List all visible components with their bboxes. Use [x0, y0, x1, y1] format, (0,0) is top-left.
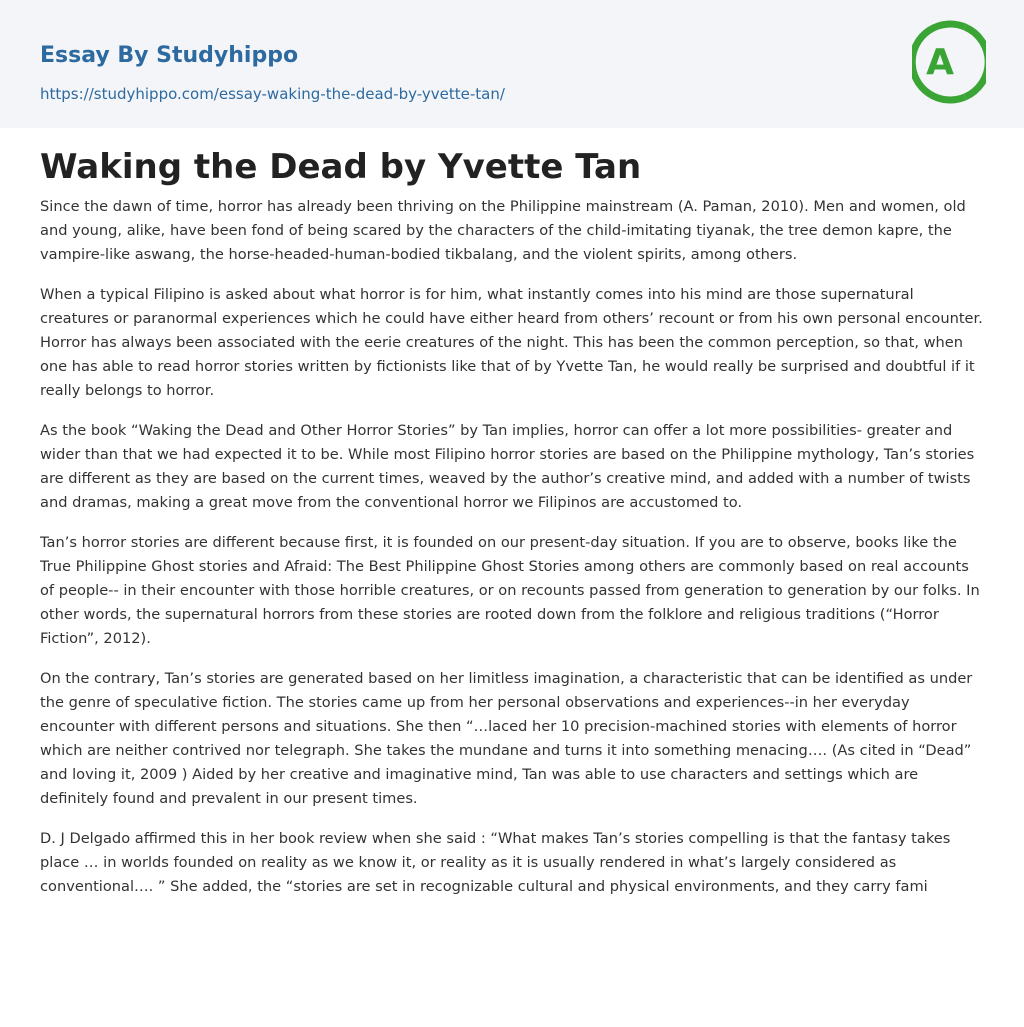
logo-letter: A — [926, 42, 954, 83]
site-header — [0, 0, 1024, 128]
site-name[interactable]: Essay By Studyhippo — [40, 43, 299, 68]
article — [40, 143, 986, 915]
article-paragraph: Tan’s horror stories are different because first, it is founded on our present-day situation. If you are to observe, books like the True Philippine Ghost stories and Afraid: The Best Philippine Ghost Stories among others are commonly based on real accounts of people-- in their encounter with those horrible creatures, or on recounts passed from generation to generation by our folks. In other words, the supernatural horrors from these stories are rooted down from the folklore and religious traditions (“Horror Fiction”, 2012). — [40, 534, 980, 647]
studyhippo-logo-icon[interactable] — [912, 18, 986, 106]
article-paragraph: On the contrary, Tan’s stories are generated based on her limitless imagination, a characteristic that can be identified as under the genre of speculative fiction. The stories came up from her personal observations and experiences--in her everyday encounter with different persons and situations. She then “…laced her 10 precision-machined stories with elements of horror which are neither contrived nor telegraph. She takes the mundane and turns it into something menacing…. (As cited in “Dead” and loving it, 2009 ) Aided by her creative and imaginative mind, Tan was able to use characters and settings which are definitely found and prevalent in our present times. — [40, 670, 973, 807]
article-title: Waking the Dead by Yvette Tan — [40, 147, 642, 187]
article-paragraph: Since the dawn of time, horror has already been thriving on the Philippine mainstream (A. Paman, 2010). Men and women, old and young, alike, have been fond of being scared by the characters of the child-imitating tiyanak, the tree demon kapre, the vampire-like aswang, the horse-headed-human-bodied tikbalang, and the violent spirits, among others. — [40, 198, 966, 263]
article-paragraph: As the book “Waking the Dead and Other Horror Stories” by Tan implies, horror can offer a lot more possibilities- greater and wider than that we had expected it to be. While most Filipino horror stories are based on the Philippine mythology, Tan’s stories are different as they are based on the current times, weaved by the author’s creative mind, and added with a number of twists and dramas, making a great move from the conventional horror we Filipinos are accustomed to. — [40, 422, 975, 511]
article-paragraph: D. J Delgado affirmed this in her book review when she said : “What makes Tan’s stories compelling is that the fantasy takes place … in worlds founded on reality as we know it, or reality as it is usually rendered in what’s largely considered as conventional…. ” She added, the “stories are set in recognizable cultural and physical environments, and they carry fami — [40, 830, 951, 895]
page-url-link[interactable]: https://studyhippo.com/essay-waking-the-dead-by-yvette-tan/ — [40, 85, 505, 103]
article-paragraph: When a typical Filipino is asked about what horror is for him, what instantly comes into his mind are those supernatural creatures or paranormal experiences which he could have either heard from others’ recount or from his own personal encounter. Horror has always been associated with the eerie creatures of the night. This has been the common perception, so that, when one has able to read horror stories written by fictionists like that of by Yvette Tan, he would really be surprised and doubtful if it really belongs to horror. — [40, 286, 983, 399]
